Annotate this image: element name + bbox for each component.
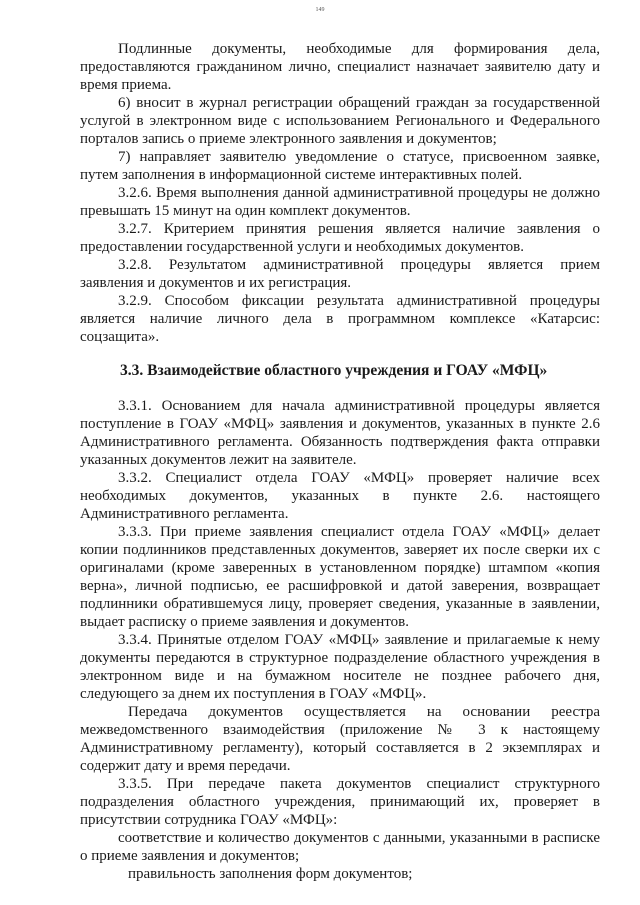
list-item: соответствие и количество документов с данными, указанными в расписке о приеме заявления и документов; xyxy=(80,830,600,864)
paragraph: Передача документов осуществляется на основании реестра межведомственного взаимодействия (приложение № 3 к настоящему Административному регламенту), который составляется в 2 экземплярах и содержит дату и время передачи. xyxy=(80,704,600,774)
paragraph: 3.2.7. Критерием принятия решения является наличие заявления о предоставлении государственной услуги и необходимых документов. xyxy=(80,221,600,255)
paragraph: 3.3.5. При передаче пакета документов специалист структурного подразделения областного учреждения, принимающий их, проверяет в присутствии сотрудника ГОАУ «МФЦ»: xyxy=(80,776,600,828)
section-heading: 3.3. Взаимодействие областного учреждения и ГОАУ «МФЦ» xyxy=(120,362,548,379)
document-body xyxy=(80,40,600,883)
paragraph: 3.2.6. Время выполнения данной административной процедуры не должно превышать 15 минут на один комплект документов. xyxy=(80,185,600,219)
paragraph: 6) вносит в журнал регистрации обращений граждан за государственной услугой в электронном виде с использованием Регионального и Федерального порталов запись о приеме электронного заявления и документов; xyxy=(80,95,600,147)
list-item: правильность заполнения форм документов; xyxy=(128,866,413,882)
paragraph: 3.3.3. При приеме заявления специалист отдела ГОАУ «МФЦ» делает копии подлинников представленных документов, заверяет их после сверки их с оригиналами (кроме заверенных в установленном порядке) штампом «копия верна», личной подписью, ее расшифровкой и датой заверения, возвращает подлинники обратившемуся лицу, проверяет сведения, указанные в заявлении, выдает расписку о приеме заявления и документов. xyxy=(80,524,600,630)
paragraph: 3.3.4. Принятые отделом ГОАУ «МФЦ» заявление и прилагаемые к нему документы передаются в структурное подразделение областного учреждения в электронном виде и на бумажном носителе не позднее рабочего дня, следующего за днем их поступления в ГОАУ «МФЦ». xyxy=(80,632,600,702)
paragraph: 7) направляет заявителю уведомление о статусе, присвоенном заявке, путем заполнения в информационной системе интерактивных полей. xyxy=(80,149,600,183)
paragraph: 3.2.8. Результатом административной процедуры является прием заявления и документов и их регистрация. xyxy=(80,257,600,291)
paragraph: Подлинные документы, необходимые для формирования дела, предоставляются гражданином лично, специалист назначает заявителю дату и время приема. xyxy=(80,41,600,93)
paragraph: 3.2.9. Способом фиксации результата административной процедуры является наличие личного дела в программном комплексе «Катарсис: соцзащита». xyxy=(80,293,600,345)
paragraph: 3.3.2. Специалист отдела ГОАУ «МФЦ» проверяет наличие всех необходимых документов, указанных в пункте 2.6. настоящего Административного регламента. xyxy=(80,470,600,522)
page-number: 149 xyxy=(315,7,325,13)
paragraph: 3.3.1. Основанием для начала административной процедуры является поступление в ГОАУ «МФЦ» заявления и документов, указанных в пункте 2.6 Административного регламента. Обязанность подтверждения факта отправки указанных документов лежит на заявителе. xyxy=(80,398,600,468)
